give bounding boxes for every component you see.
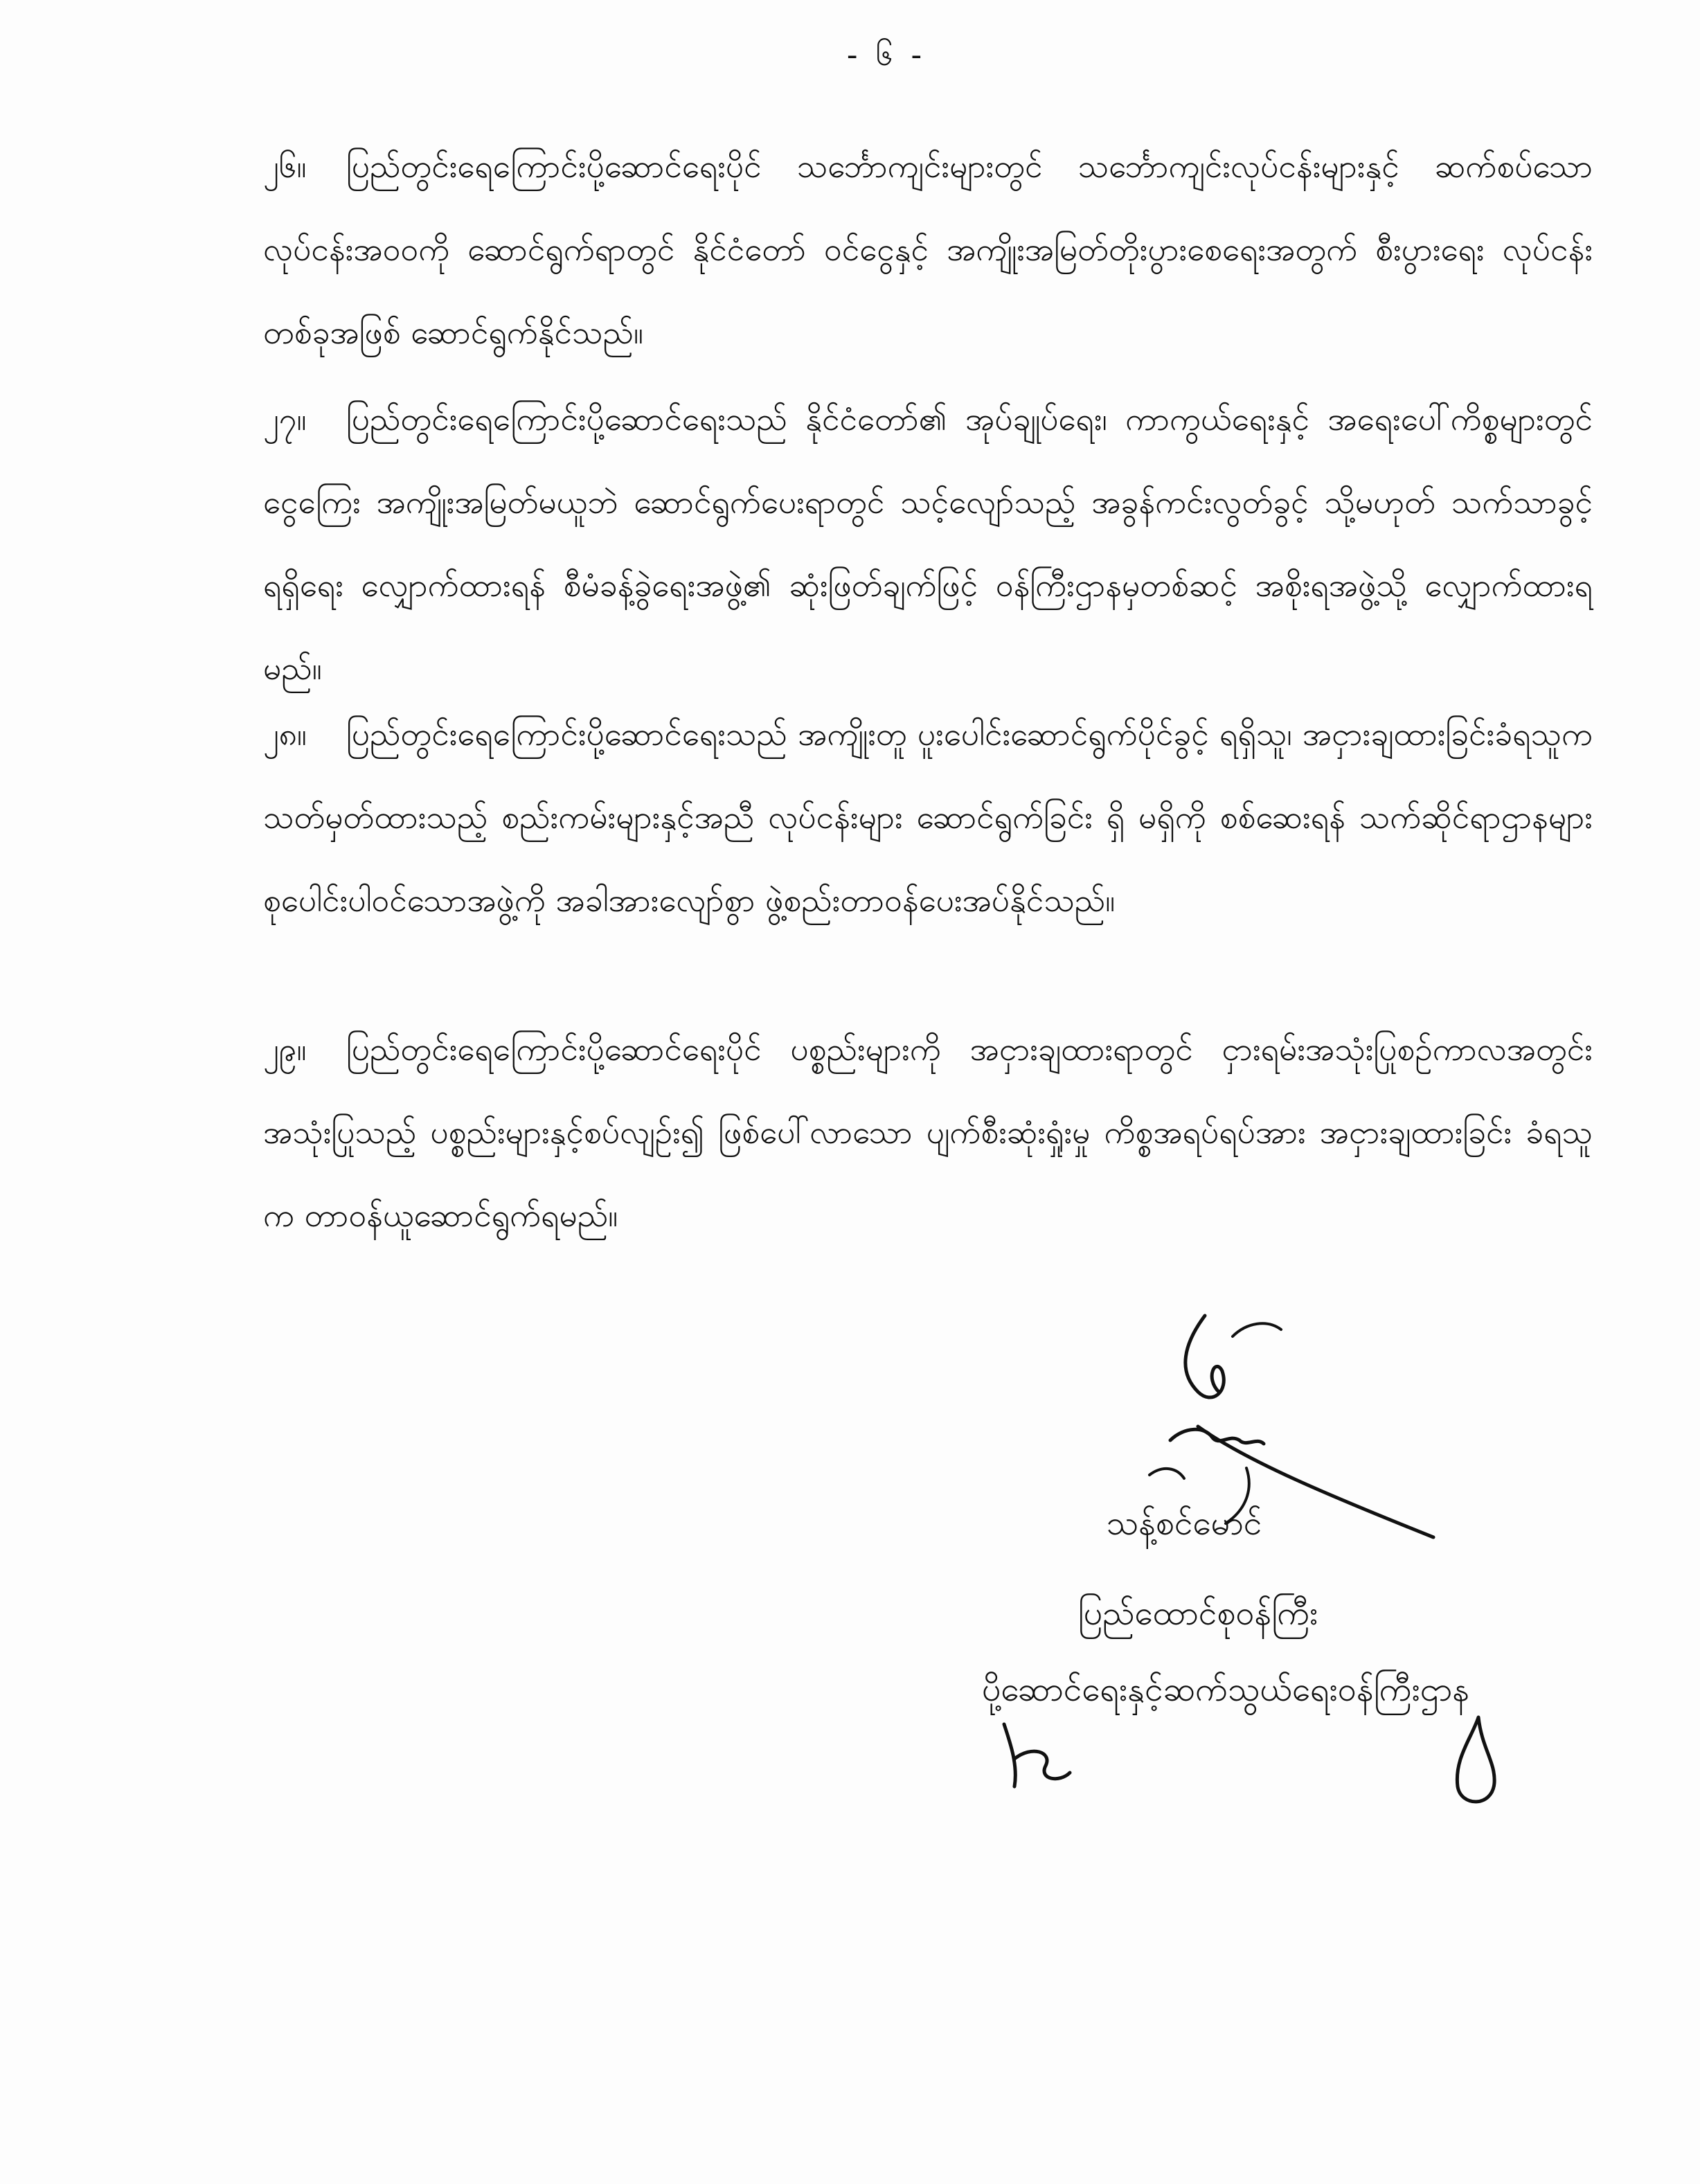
paragraph-text: ပြည်တွင်းရေကြောင်းပို့ဆောင်ရေးသည် အကျိုးတူ ပူးပေါင်းဆောင်ရွက်ပိုင်ခွင့် ရရှိသူ၊ အငှားချထားခြင်းခံရသူက သတ်မှတ်ထားသည့် စည်းကမ်းများနှင့်အညီ လုပ်ငန်းများ ဆောင်ရွက်ခြင်း ရှိ မရှိကို စစ်ဆေးရန် သက်ဆိုင်ရာဌာနများ စုပေါင်းပါဝင်သောအဖွဲ့ကို အခါအားလျော်စွာ ဖွဲ့စည်းတာဝန်ပေးအပ်နိုင်သည်။: [263, 715, 1593, 919]
paragraph-27: [263, 377, 1593, 710]
paragraph-text: ပြည်တွင်းရေကြောင်းပို့ဆောင်ရေးပိုင် သင်္ဘောကျင်းများတွင် သင်္ဘောကျင်းလုပ်ငန်းများနှင့် ဆက်စပ်သော လုပ်ငန်းအဝဝကို ဆောင်ရွက်ရာတွင် နိုင်ငံတော် ဝင်ငွေနှင့် အကျိုးအမြတ်တိုးပွားစေရေးအတွက် စီးပွားရေး လုပ်ငန်းတစ်ခုအဖြစ် ဆောင်ရွက်နိုင်သည်။: [263, 147, 1593, 351]
signer-name: သန့်စင်မောင်: [1106, 1504, 1262, 1543]
paragraph-number: ၂၇။: [263, 400, 307, 438]
page-number: - ၆ -: [846, 37, 927, 73]
initial-scribble-icon: [983, 1717, 1080, 1793]
initial-loop-icon: [1440, 1710, 1510, 1814]
paragraph-text: ပြည်တွင်းရေကြောင်းပို့ဆောင်ရေးသည် နိုင်ငံတော်၏ အုပ်ချုပ်ရေး၊ ကာကွယ်ရေးနှင့် အရေးပေါ်ကိစ္စများတွင် ငွေကြေး အကျိုးအမြတ်မယူဘဲ ဆောင်ရွက်ပေးရာတွင် သင့်လျော်သည့် အခွန်ကင်းလွတ်ခွင့် သို့မဟုတ် သက်သာခွင့်ရရှိရေး လျှောက်ထားရန် စီမံခန့်ခွဲရေးအဖွဲ့၏ ဆုံးဖြတ်ချက်ဖြင့် ဝန်ကြီးဌာနမှတစ်ဆင့် အစိုးရအဖွဲ့သို့ လျှောက်ထားရမည်။: [263, 400, 1593, 687]
handwritten-initial-left: [983, 1717, 1080, 1793]
paragraph-number: ၂၆။: [263, 147, 307, 185]
signer-department: ပို့ဆောင်ရေးနှင့်ဆက်သွယ်ရေးဝန်ကြီးဌာန: [982, 1670, 1469, 1709]
signer-title: ပြည်ထောင်စုဝန်ကြီး: [1077, 1594, 1318, 1633]
paragraph-number: ၂၉။: [263, 1030, 307, 1068]
paragraph-28: [263, 692, 1593, 942]
paragraph-26: [263, 125, 1593, 374]
paragraph-29: [263, 1008, 1593, 1257]
paragraph-text: ပြည်တွင်းရေကြောင်းပို့ဆောင်ရေးပိုင် ပစ္စည်းများကို အငှားချထားရာတွင် ငှားရမ်းအသုံးပြုစဉ်ကာလအတွင်း အသုံးပြုသည့် ပစ္စည်းများနှင့်စပ်လျဉ်း၍ ဖြစ်ပေါ်လာသော ပျက်စီးဆုံးရှုံးမှု ကိစ္စအရပ်ရပ်အား အငှားချထားခြင်း ခံရသူက တာဝန်ယူဆောင်ရွက်ရမည်။: [263, 1030, 1593, 1234]
handwritten-initial-right: [1440, 1710, 1510, 1814]
paragraph-number: ၂၈။: [263, 715, 307, 753]
